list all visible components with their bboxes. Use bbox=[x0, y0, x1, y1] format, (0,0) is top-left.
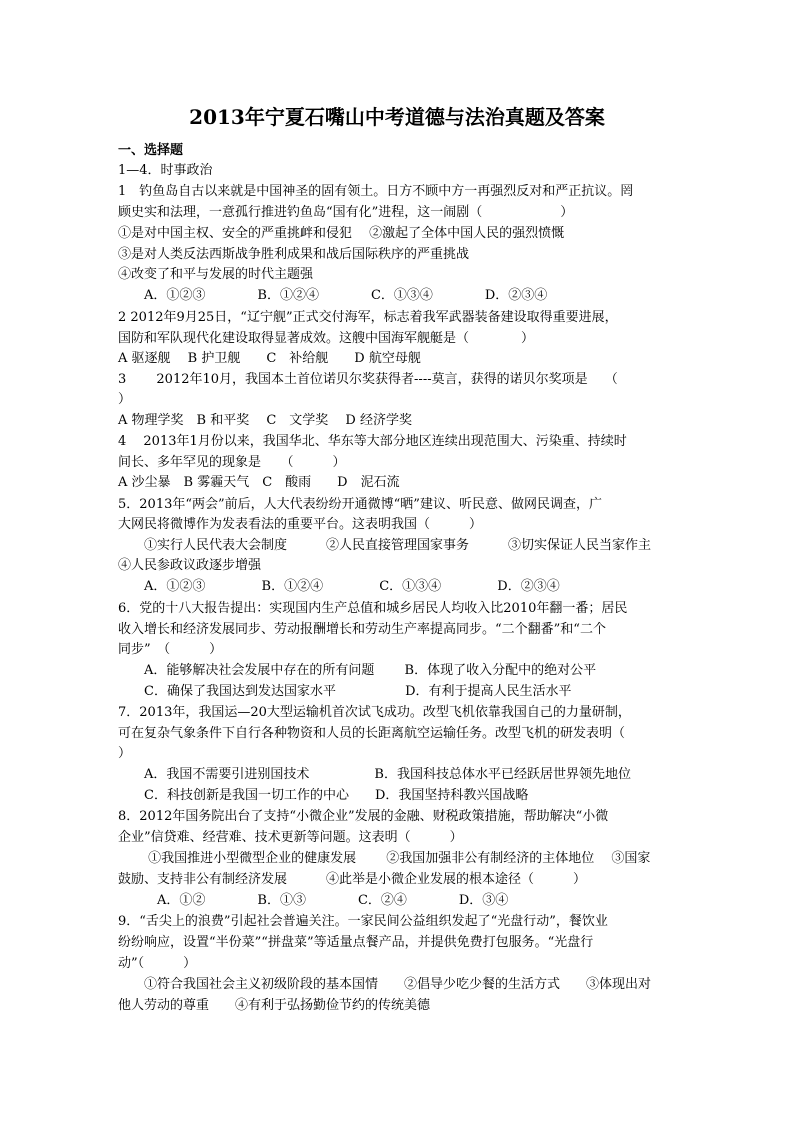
text-line: A．①② B．①③ C．②④ D．③④ bbox=[118, 893, 509, 908]
text-line: ④改变了和平与发展的时代主题强 bbox=[118, 267, 314, 282]
text-line: 2 2012年9月25日，“辽宁舰”正式交付海军，标志着我军武器装备建设取得重要进展， bbox=[118, 310, 618, 325]
text-line: 他人劳动的尊重 ④有利于弘扬勤俭节约的传统美德 bbox=[118, 998, 431, 1013]
text-line: A．①②③ B．①②④ C．①③④ D．②③④ bbox=[118, 579, 560, 594]
text-line: 4 2013年1月份以来，我国华北、华东等大部分地区连续出现范围大、污染重、持续时 bbox=[118, 434, 627, 449]
text-line: 9．“舌尖上的浪费”引起社会普遍关注。一家民间公益组织发起了“光盘行动”，餐饮业 bbox=[118, 914, 608, 929]
text-line: 鼓励、支持非公有制经济发展 ④此举是小微企业发展的根本途径（ ） bbox=[118, 872, 587, 887]
text-line: ①实行人民代表大会制度 ②人民直接管理国家事务 ③切实保证人民当家作主 bbox=[118, 538, 652, 553]
section-heading: 一、选择题 bbox=[118, 143, 184, 158]
text-line: 3 2012年10月，我国本土首位诺贝尔奖获得者----莫言，获得的诺贝尔奖项是 （ bbox=[118, 372, 618, 387]
text-line: ①我国推进小型微型企业的健康发展 ②我国加强非公有制经济的主体地位 ③国家 bbox=[118, 851, 651, 866]
text-line: ） bbox=[118, 746, 132, 761]
text-line: 同步” （ ） bbox=[118, 642, 223, 657]
text-line: 收入增长和经济发展同步、劳动报酬增长和劳动生产率提高同步。“二个翻番”和“二个 bbox=[118, 622, 606, 637]
text-line: C．科技创新是我国一切工作的中心 D．我国坚持科教兴国战略 bbox=[118, 788, 529, 803]
text-line: A．①②③ B．①②④ C．①③④ D．②③④ bbox=[118, 288, 548, 303]
text-line: 顾史实和法理，一意孤行推进钓鱼岛“国有化”进程，这一闹剧（ ） bbox=[118, 205, 574, 220]
page-title: 2013年宁夏石嘴山中考道德与法治真题及答案 bbox=[189, 105, 605, 129]
text-line: A 物理学奖 B 和平奖 C 文学奖 D 经济学奖 bbox=[118, 413, 412, 428]
text-line: 1—4．时事政治 bbox=[118, 163, 213, 178]
text-line: A．我国不需要引进别国技术 B．我国科技总体水平已经跃居世界领先地位 bbox=[118, 767, 631, 782]
text-line: ④人民参政议政逐步增强 bbox=[118, 558, 262, 573]
text-line: 6．党的十八大报告提出：实现国内生产总值和城乡居民人均收入比2010年翻一番；居民 bbox=[118, 601, 628, 616]
text-line: C．确保了我国达到发达国家水平 D．有利于提高人民生活水平 bbox=[118, 684, 572, 699]
text-line: 企业”信贷难、经营难、技术更新等问题。这表明（ ） bbox=[118, 830, 463, 845]
text-line: A 驱逐舰 B 护卫舰 C 补给舰 D 航空母舰 bbox=[118, 351, 421, 366]
text-line: ①是对中国主权、安全的严重挑衅和侵犯 ②激起了全体中国人民的强烈愤慨 bbox=[118, 226, 565, 241]
text-line: A．能够解决社会发展中存在的所有问题 B．体现了收入分配中的绝对公平 bbox=[118, 663, 597, 678]
text-line: 纷纷响应，设置“半份菜”“拼盘菜”等适量点餐产品，并提供免费打包服务。“光盘行 bbox=[118, 935, 594, 950]
text-line: 动”（ ） bbox=[118, 956, 197, 971]
text-line: 国防和军队现代化建设取得显著成效。这艘中国海军舰艇是（ ） bbox=[118, 331, 535, 346]
text-line: 间长、多年罕见的现象是 （ ） bbox=[118, 455, 346, 470]
text-line: 8．2012年国务院出台了支持“小微企业”发展的金融、财税政策措施，帮助解决“小微 bbox=[118, 809, 609, 824]
text-line: ③是对人类反法西斯战争胜利成果和战后国际秩序的严重挑战 bbox=[118, 247, 470, 262]
text-line: 可在复杂气象条件下自行各种物资和人员的长距离航空运输任务。改型飞机的研发表明（ bbox=[118, 726, 626, 741]
text-line: 大网民将微博作为发表看法的重要平台。这表明我国（ ） bbox=[118, 517, 483, 532]
text-line: A 沙尘暴 B 雾霾天气 C 酸雨 D 泥石流 bbox=[118, 475, 400, 490]
text-line: ①符合我国社会主义初级阶段的基本国情 ②倡导少吃少餐的生活方式 ③体现出对 bbox=[118, 977, 652, 992]
text-line: ） bbox=[118, 392, 132, 407]
text-line: 5．2013年“两会”前后，人大代表纷纷开通微博“晒”建议、听民意、做网民调查，广 bbox=[118, 497, 602, 512]
text-line: 7．2013年，我国运—20大型运输机首次试飞成功。改型飞机依靠我国自己的力量研制， bbox=[118, 705, 631, 720]
text-line: 1 钓鱼岛自古以来就是中国神圣的固有领土。日方不顾中方一再强烈反对和严正抗议。罔 bbox=[118, 184, 634, 199]
